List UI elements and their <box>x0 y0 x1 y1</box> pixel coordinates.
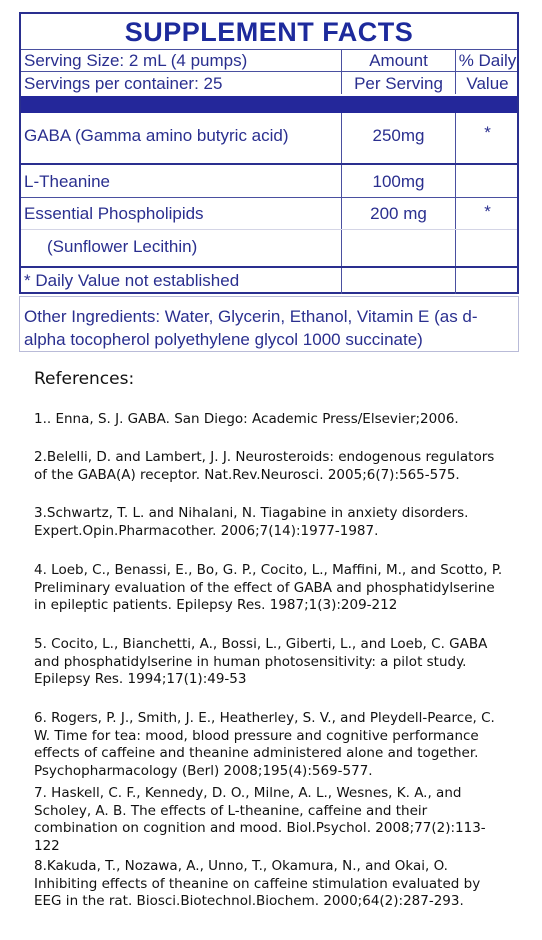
amount-header-line1: Amount <box>341 50 455 71</box>
footnote-row <box>21 266 517 294</box>
footnote: * Daily Value not established <box>24 271 240 290</box>
other-ingredients-line2: alpha tocopherol polyethylene glycol 1000 succinate) <box>24 330 423 349</box>
reference-item: 6. Rogers, P. J., Smith, J. E., Heatherley, S. V., and Pleydell-Pearce, C. W. Time for tea: mood, blood pressure and cognitive performance effects of caffeine and theanine administered alone and together. Psychopharmacology (Berl) 2008;195(4):569-577. <box>34 710 495 779</box>
facts-title: SUPPLEMENT FACTS <box>124 17 414 47</box>
reference-item: 3.Schwartz, T. L. and Nihalani, N. Tiagabine in anxiety disorders. Expert.Opin.Pharmacother. 2006;7(14):1977-1987. <box>34 505 469 539</box>
dv-header-line1: % Daily <box>455 50 519 71</box>
nutrient-name: GABA (Gamma amino butyric acid) <box>24 126 289 145</box>
nutrient-row-lecithin <box>21 229 517 266</box>
nutrient-amount: 100mg <box>341 165 455 211</box>
header-divider-band <box>21 96 517 113</box>
references-heading: References: <box>34 369 135 389</box>
supplement-facts-panel <box>19 12 519 294</box>
nutrient-name: Essential Phospholipids <box>24 204 204 223</box>
nutrient-name: (Sunflower Lecithin) <box>47 237 198 256</box>
reference-item: 7. Haskell, C. F., Kennedy, D. O., Milne, A. L., Wesnes, K. A., and Scholey, A. B. The effects of L-theanine, caffeine and their combination on cognition and mood. Biol.Psychol. 2008;77(2):113-122 <box>34 785 486 854</box>
nutrient-row-gaba <box>21 113 517 163</box>
reference-item: 2.Belelli, D. and Lambert, J. J. Neurosteroids: endogenous regulators of the GABA(A) receptor. Nat.Rev.Neurosci. 2005;6(7):565-575. <box>34 449 495 483</box>
footnote-dv-blank <box>455 268 519 294</box>
nutrient-amount: 250mg <box>341 113 455 163</box>
nutrient-name: L-Theanine <box>24 172 111 191</box>
reference-item: 5. Cocito, L., Bianchetti, A., Bossi, L., Giberti, L., and Loeb, C. GABA and phosphatidylserine in human photosensitivity: a pilot study. Epilepsy Res. 1994;17(1):49-53 <box>34 636 488 687</box>
reference-item: 4. Loeb, C., Benassi, E., Bo, G. P., Cocito, L., Maffini, M., and Scotto, P. Preliminary evaluation of the effect of GABA and phosphatidylserine in epileptic patients. Epilepsy Res. 1987;1(3):209-212 <box>34 562 503 613</box>
other-ingredients-line1: Other Ingredients: Water, Glycerin, Ethanol, Vitamin E (as d- <box>24 307 478 326</box>
nutrient-row-phospholipids <box>21 197 517 229</box>
nutrient-dv <box>455 230 519 266</box>
serving-size: Serving Size: 2 mL (4 pumps) <box>24 51 248 70</box>
servings-per-container: Servings per container: 25 <box>24 74 223 93</box>
reference-item: 1.. Enna, S. J. GABA. San Diego: Academic Press/Elsevier;2006. <box>34 411 459 427</box>
other-ingredients <box>19 296 519 352</box>
nutrient-amount: 200 mg <box>341 198 455 229</box>
amount-header-line2: Per Serving <box>341 72 455 94</box>
serving-size-row <box>21 49 517 71</box>
nutrient-amount <box>341 230 455 266</box>
nutrient-dv: * <box>455 113 519 163</box>
nutrient-dv: * <box>455 198 519 229</box>
servings-per-container-row <box>21 71 517 94</box>
footnote-amount-blank <box>341 268 455 294</box>
dv-header-line2: Value <box>455 72 519 94</box>
reference-item: 8.Kakuda, T., Nozawa, A., Unno, T., Okamura, N., and Okai, O. Inhibiting effects of theanine on caffeine stimulation evaluated by EEG in the rat. Biosci.Biotechnol.Biochem. 2000;64(2):287-293. <box>34 858 481 909</box>
